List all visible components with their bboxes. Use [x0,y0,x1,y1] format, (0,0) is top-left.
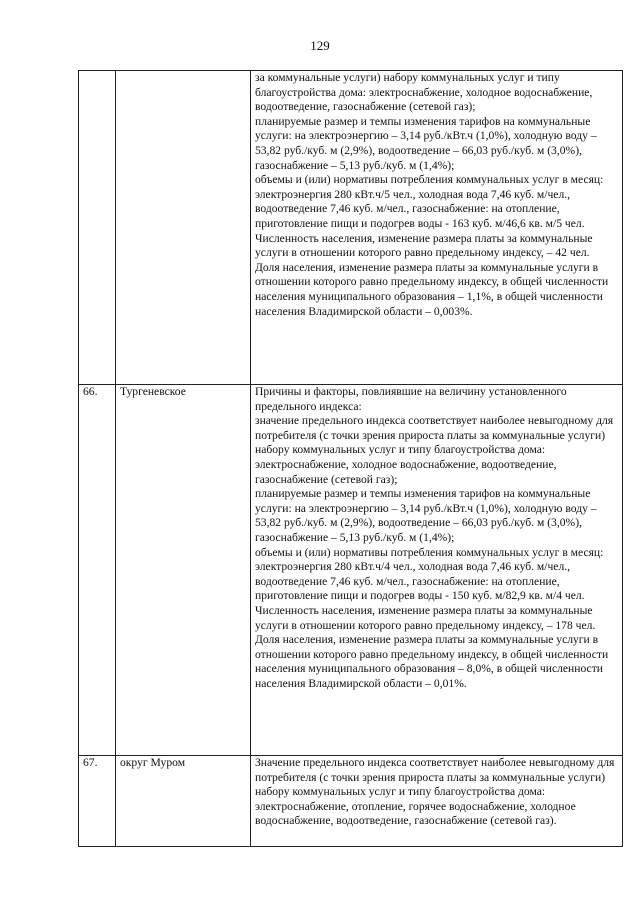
description-paragraph: Доля населения, изменение размера платы за коммунальные услуги в отношении которого равно предельному индексу, в общей численности населения муниципального образования – 1,1%, в общей численности населения Владимирской области – 0,003%. [255,260,609,318]
description-paragraph: объемы и (или) нормативы потребления коммунальных услуг в месяц: электроэнергия 280 кВт.ч/4 чел., холодная вода 7,46 куб. м/чел., водоотведение 7,46 куб. м/чел., газоснабжение: на отопление, приготовление пищи и подогрев воды - 150 куб. м/82,9 кв. м/4 чел. [255,545,604,603]
row-description [251,385,623,756]
row-number: 67. [79,756,116,847]
description-paragraph: планируемые размер и темпы изменения тарифов на коммунальные услуги: на электроэнергию – 3,14 руб./кВт.ч (1,0%), холодную воду – 53,82 руб./куб. м (2,9%), водоотведение – 66,03 руб./куб. м (3,0%), газоснабжение – 5,13 руб./куб. м (1,4%); [255,487,597,544]
municipality-name: Тургеневское [116,385,251,756]
description-paragraph: Значение предельного индекса соответствует наиболее невыгодному для потребителя (с точки зрения прироста платы за коммунальные услуги) набору коммунальных услуг и типу благоустройства дома: электроснабжение, отопление, горячее водоснабжение, холодное водоснабжение, водоотведение, газоснабжение (сетевой газ). [255,756,615,828]
row-description [251,756,623,847]
description-paragraph: планируемые размер и темпы изменения тарифов на коммунальные услуги: на электроэнергию – 3,14 руб./кВт.ч (1,0%), холодную воду – 53,82 руб./куб. м (2,9%), водоотведение – 66,03 руб./куб. м (3,0%), газоснабжение – 5,13 руб./куб. м (1,4%); [255,114,597,172]
municipality-name [116,71,251,385]
table-row [79,385,623,756]
row-number: 66. [79,385,116,756]
table-row [79,756,623,847]
description-paragraph: Причины и факторы, повлиявшие на величину установленного предельного индекса: [255,385,567,413]
table-row [79,71,623,385]
description-paragraph: Численность населения, изменение размера платы за коммунальные услуги в отношении которого равно предельному индексу, – 178 чел. [255,603,596,632]
description-paragraph: Доля населения, изменение размера платы за коммунальные услуги в отношении которого равно предельному индексу, в общей численности населения муниципального образования – 8,0%, в общей численности населения Владимирской области – 0,01%. [255,633,609,690]
row-number [79,71,116,385]
description-paragraph: Численность населения, изменение размера платы за коммунальные услуги в отношении которого равно предельному индексу, – 42 чел. [255,231,593,260]
description-paragraph: значение предельного индекса соответствует наиболее невыгодному для потребителя (с точки зрения прироста платы за коммунальные услуги) набору коммунальных услуг и типу благоустройства дома: электроснабжение, холодное водоснабжение, водоотведение, газоснабжение (сетевой газ); [255,414,614,486]
indices-table [78,70,623,847]
description-paragraph: за коммунальные услуги) набору коммунальных услуг и типу благоустройства дома: электроснабжение, холодное водоснабжение, водоотведение, газоснабжение (сетевой газ); [255,71,593,114]
description-paragraph: объемы и (или) нормативы потребления коммунальных услуг в месяц: электроэнергия 280 кВт.ч/5 чел., холодная вода 7,46 куб. м/чел., водоотведение 7,46 куб. м/чел., газоснабжение: на отопление, приготовление пищи и подогрев воды - 163 куб. м/46,6 кв. м/5 чел. [255,173,604,230]
municipality-name: округ Муром [116,756,251,847]
row-description [251,71,623,385]
page-number: 129 [310,38,330,53]
